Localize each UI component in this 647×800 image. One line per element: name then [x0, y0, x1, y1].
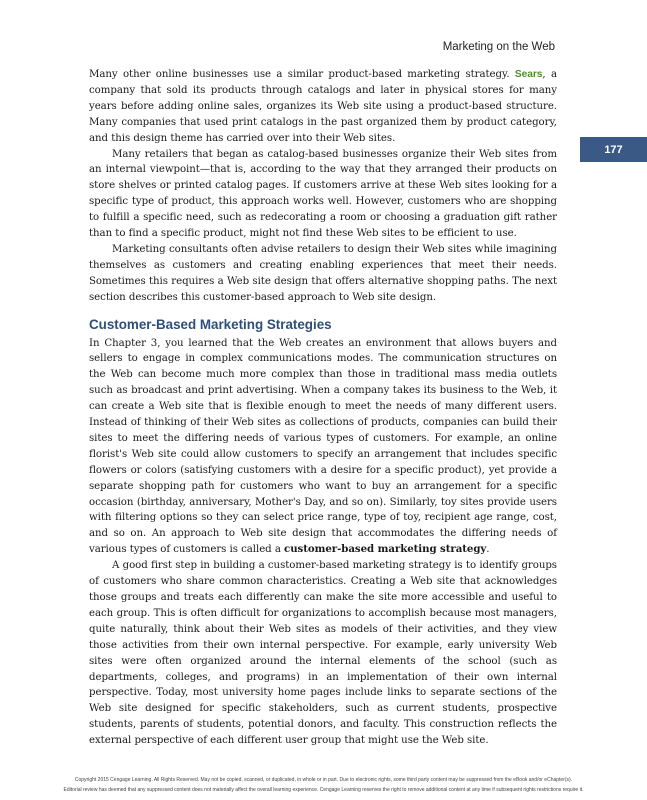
paragraph-text: . — [486, 544, 490, 556]
running-header-title: Marketing on the Web — [442, 41, 555, 53]
paragraph: A good first step in building a customer-based marketing strategy is to identify groups of customers who share common characteristics. Creating a Web site that acknowledges those groups and treats each differently can make the site more accessible and useful to each group. This is often difficult for organizations to accomplish because most managers, quite naturally, think about their Web sites as models of their activities, and they view those activities from their own internal perspective. For example, early university Web sites were often organized around the internal elements of the school (such as departments, colleges, and programs) in an implementation of their own internal perspective. Today, most university home pages include links to separate sections of the Web site designed for specific stakeholders, such as current students, prospective students, parents of students, potential donors, and faculty. This construction reflects the external perspective of each different user group that might use the Web site. — [89, 560, 557, 747]
copyright-notice: Copyright 2015 Cengage Learning. All Rights Reserved. May not be copied, scanned, or duplicated, in whole or in part. Due to electronic rights, some third party content may be suppressed from the eBook and/or eChapter(s). — [74, 777, 573, 783]
paragraph-text: Many other online businesses use a similar product-based marketing strategy. — [89, 69, 515, 80]
paragraph: Marketing consultants often advise retailers to design their Web sites while imagining themselves as customers and creating enabling experiences that meet their needs. Sometimes this requires a Web site design that offers alternative shopping paths. The next section describes this customer-based approach to Web site design. — [89, 243, 557, 303]
page-body — [89, 67, 557, 749]
paragraph: Many retailers that began as catalog-based businesses organize their Web sites from an internal viewpoint—that is, according to the way that they arranged their products on store shelves or printed catalog pages. If customers arrive at these Web sites looking for a specific type of product, this approach works well. However, customers who are shopping to fulfill a specific need, such as redecorating a room or choosing a graduation gift rather than to find a specific product, might not find these Web sites to be efficient to use. — [89, 148, 557, 240]
sears-link[interactable]: Sears — [514, 69, 543, 80]
paragraph-text: In Chapter 3, you learned that the Web creates an environment that allows buyers and sellers to engage in complex communications modes. The communication structures on the Web can become much more complex than those in traditional mass media outlets such as broadcast and print advertising. When a company takes its business to the Web, it can create a Web site that is flexible enough to meet the needs of many different users. Instead of thinking of their Web sites as collections of products, companies can build their sites to meet the differing needs of various types of customers. For example, an online florist's Web site could allow customers to specify an arrangement that includes specific flowers or colors (satisfying customers with a desire for a specific product), yet provide a separate shopping path for customers who want to buy an arrangement for a specific occasion (birthday, anniversary, Mother's Day, and so on). Similarly, toy sites provide users with filtering options so they can select price range, type of toy, recipient age range, cost, and so on. An approach to Web site design that accommodates the differing needs of various types of customers is called a — [89, 337, 557, 556]
editorial-notice: Editorial review has deemed that any suppressed content does not materially affect the overall learning experience. Cengage Learning reserves the right to remove additional content at any time if subsequent rights restrictions require it. — [63, 787, 584, 793]
paragraph-text: , a company that sold its products through catalogs and later in physical stores for many years before adding online sales, organizes its Web site using a product-based structure. Many companies that used print catalogs in the past organized them by product category, and this design theme has carried over into their Web sites. — [89, 69, 557, 144]
section-heading: Customer-Based Marketing Strategies — [89, 316, 332, 332]
key-term: customer-based marketing strategy — [284, 543, 487, 556]
paragraph — [89, 336, 557, 559]
page-number-tab: 177 — [580, 137, 647, 162]
paragraph — [89, 67, 557, 147]
